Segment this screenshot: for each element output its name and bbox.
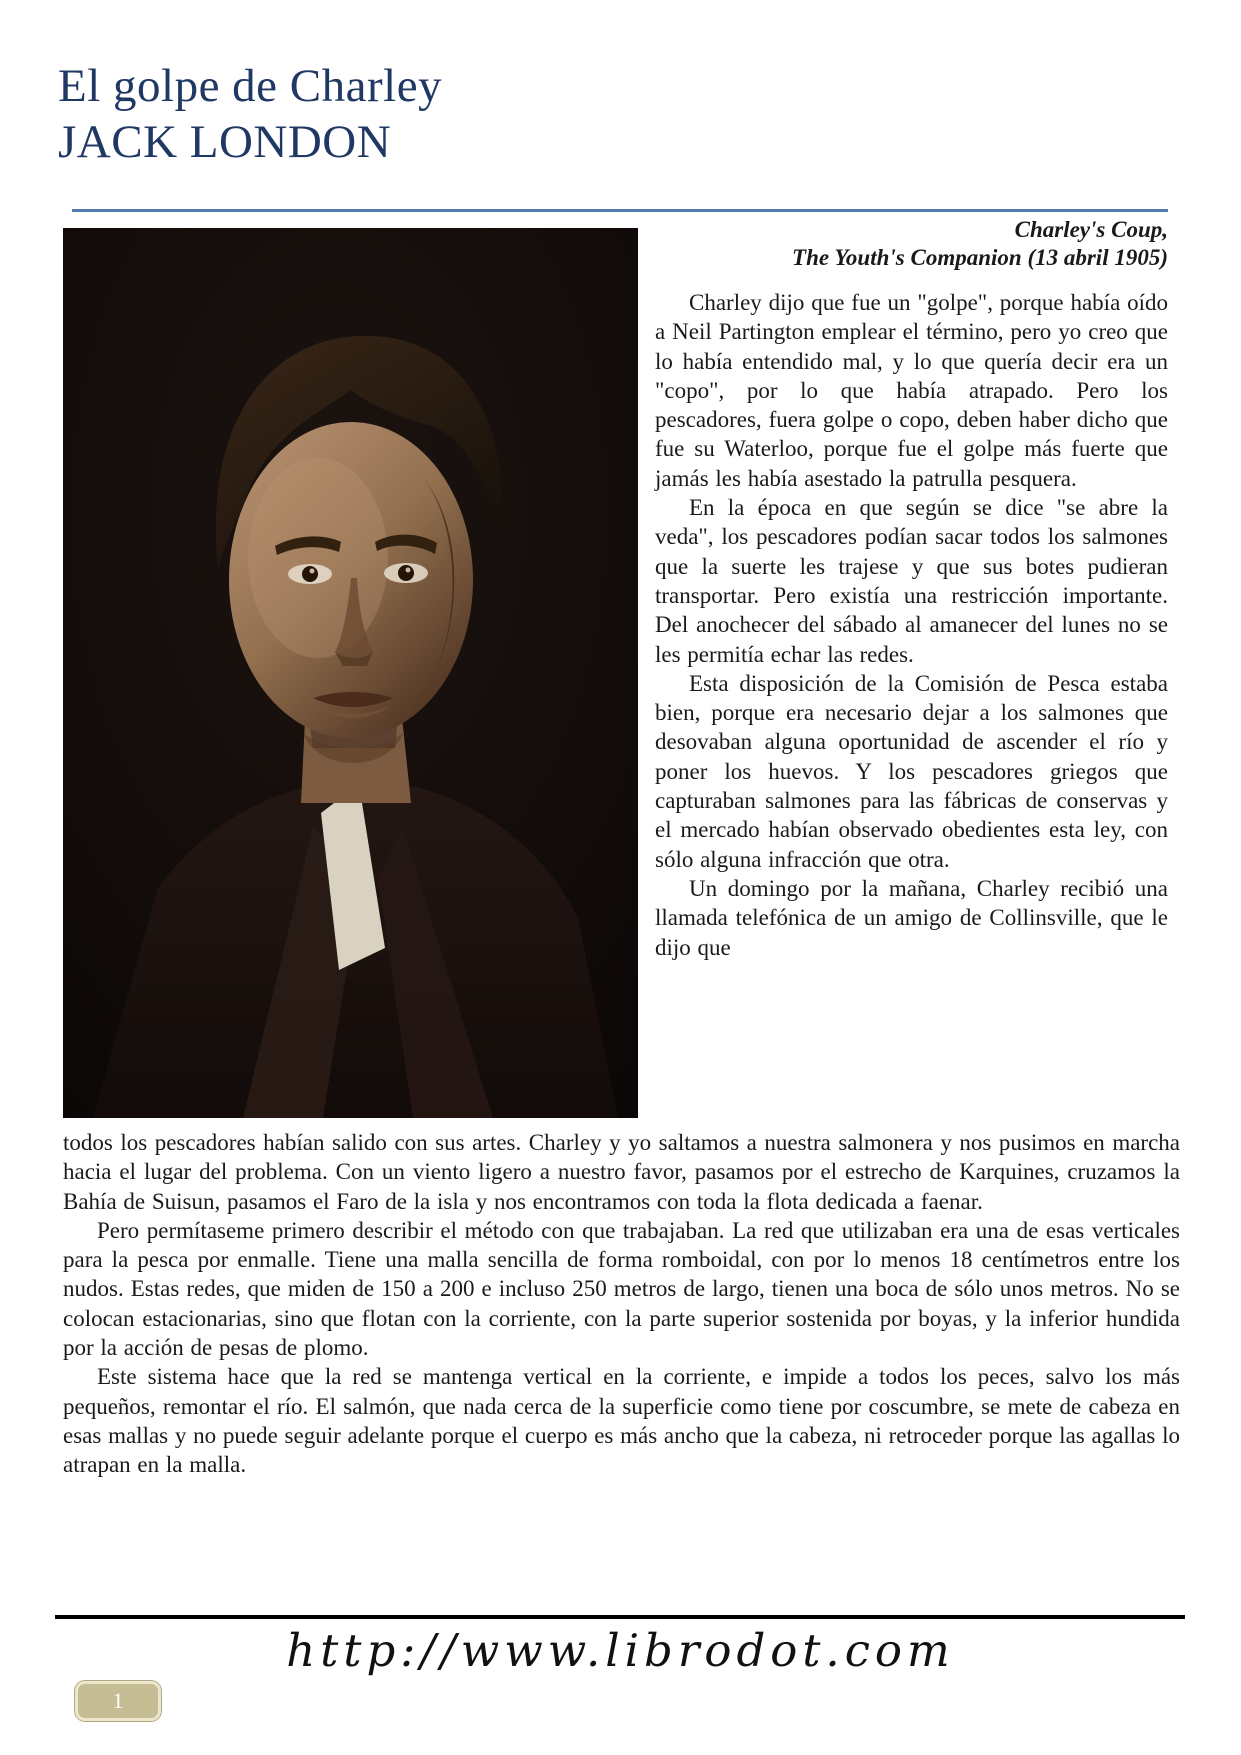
attribution-publication: The Youth's Companion (13 abril 1905) xyxy=(792,245,1168,270)
footer-divider xyxy=(55,1615,1185,1619)
source-attribution xyxy=(655,216,1168,272)
column-paragraph-1: Charley dijo que fue un "golpe", porque había oído a Neil Partington emplear el término, pero yo creo que lo había entendido mal, y lo que quería decir era un "copo", por lo que había atrapado. Pero los pescadores, fuera golpe o copo, deben haber dicho que fue su Waterloo, porque fue el golpe más fuerte que jamás les había asestado la patrulla pesquera. xyxy=(655,290,1168,491)
author-name: JACK LONDON xyxy=(58,116,392,168)
page-number-badge xyxy=(75,1681,161,1721)
full-paragraph-2: Pero permítaseme primero describir el método con que trabajaban. La red que utilizaban era una de esas verticales para la pesca por enmalle. Tiene una malla sencilla de forma romboidal, con por lo menos 18 centímetros entre los nudos. Estas redes, que miden de 150 a 200 e incluso 250 metros de largo, tienen una boca de sólo unos metros. No se colocan estacionarias, sino que flotan con la corriente, con la parte superior sostenida por boyas, y la inferior hundida por la acción de pesas de plomo. xyxy=(63,1217,1180,1361)
site-url-link[interactable]: http://www.librodot.com xyxy=(286,1624,955,1677)
column-paragraph-3: Esta disposición de la Comisión de Pesca estaba bien, porque era necesario dejar a los salmones que desovaban alguna oportunidad de ascender el río y poner los huevos. Y los pescadores griegos que capturaban salmones para las fábricas de conservas y el mercado habían observado obedientes esta ley, con sólo alguna infracción que otra. xyxy=(655,670,1168,872)
full-paragraph-1: todos los pescadores habían salido con sus artes. Charley y yo saltamos a nuestra salmonera y nos pusimos en marcha hacia el lugar del problema. Con un viento ligero a nuestro favor, pasamos por el estrecho de Karquines, cruzamos la Bahía de Suisun, pasamos el Faro de la isla y nos encontramos con toda la flota dedicada a faenar. xyxy=(63,1130,1180,1214)
jack-london-portrait xyxy=(63,228,638,1118)
column-paragraph-2: En la época en que según se dice "se abre la veda", los pescadores podían sacar todos los salmones que la suerte les trajese y que sus botes pudieran transportar. Pero existía una restricción importante. Del anochecer del sábado al amanecer del lunes no se les permitía echar las redes. xyxy=(655,495,1168,667)
fullwidth-text xyxy=(63,1128,1180,1480)
full-paragraph-3: Este sistema hace que la red se mantenga vertical en la corriente, e impide a todos los peces, salvo los más pequeños, remontar el río. El salmón, que nada cerca de la superficie como tiene por coscumbre, se mete de cabeza en esas mallas y no puede seguir adelante porque el cuerpo es más ancho que la cabeza, ni retroceder porque las agallas lo atrapan en la malla. xyxy=(63,1364,1180,1478)
column-paragraph-4: Un domingo por la mañana, Charley recibió una llamada telefónica de un amigo de Collinsville, que le dijo que xyxy=(655,875,1168,960)
page-title: El golpe de Charley xyxy=(58,60,443,112)
page-number: 1 xyxy=(112,1688,124,1713)
text-column xyxy=(655,216,1168,962)
title-block xyxy=(58,58,1168,170)
attribution-title: Charley's Coup, xyxy=(1014,217,1168,242)
title-divider xyxy=(72,209,1168,212)
